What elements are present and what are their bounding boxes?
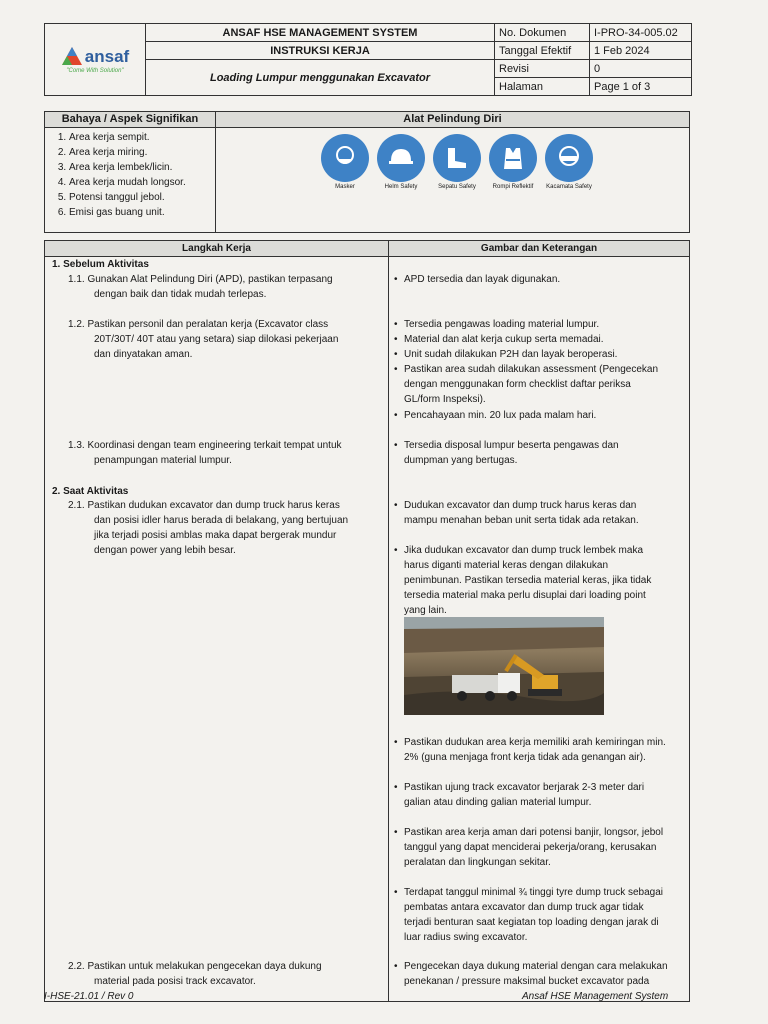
hazard-item: 5. Potensi tanggul jebol. xyxy=(69,190,215,205)
note-4: • Dudukan excavator dan dump truck harus keras dan xyxy=(404,498,636,513)
hazard-item: 2. Area kerja miring. xyxy=(69,145,215,160)
meta-label-2: Revisi xyxy=(495,60,590,78)
logo-text: ansaf xyxy=(84,46,130,66)
note-2d-cont: dengan menggunakan form checklist daftar periksa xyxy=(404,379,631,390)
hazard-title: Bahaya / Aspek Signifikan xyxy=(45,112,215,128)
ppe-label: Helm Safety xyxy=(384,184,418,190)
footer-system-name: Ansaf HSE Management System xyxy=(522,991,669,1002)
helmet-icon xyxy=(377,134,425,182)
hazard-section xyxy=(44,111,216,233)
note-7: • Pastikan ujung track excavator berjarak 2-3 meter dari xyxy=(404,780,644,795)
ppe-title: Alat Pelindung Diri xyxy=(216,112,689,128)
note-5-cont2: penimbunan. Pastikan tersedia material keras, jika tidak xyxy=(404,575,652,586)
note-3: • Tersedia disposal lumpur beserta pengawas dan xyxy=(404,438,619,453)
note-10: • Pengecekan daya dukung material dengan cara melakukan xyxy=(404,959,668,974)
note-2c: • Unit sudah dilakukan P2H dan layak beroperasi. xyxy=(404,347,617,362)
note-7-cont: galian atau dinding galian material lumpur. xyxy=(404,797,592,808)
document-header xyxy=(44,23,692,96)
boot-icon xyxy=(433,134,481,182)
mask-icon xyxy=(321,134,369,182)
step-1-2-cont2: dan dinyatakan aman. xyxy=(94,349,193,360)
step-2-1-cont: dan posisi idler harus berada di belakang, yang bertujuan xyxy=(94,515,349,526)
step-2-1-cont2: jika terjadi posisi amblas maka dapat bergerak mundur xyxy=(94,530,337,541)
note-4-cont: mampu menahan beban unit serta tidak ada retakan. xyxy=(404,515,639,526)
step-2-1-cont3: dengan power yang lebih besar. xyxy=(94,545,236,556)
footer-doc-code: I-HSE-21.01 / Rev 0 xyxy=(44,991,134,1002)
doc-type: INSTRUKSI KERJA xyxy=(146,42,495,60)
step-1-2-cont: 20T/30T/ 40T atau yang setara) siap dilokasi pekerjaan xyxy=(94,334,339,345)
ppe-label: Sepatu Safety xyxy=(438,184,476,190)
ppe-item-goggles xyxy=(544,134,594,190)
note-3-cont: dumpman yang bertugas. xyxy=(404,455,518,466)
meta-value-1: 1 Feb 2024 xyxy=(590,42,692,60)
section-1-title: 1. Sebelum Aktivitas xyxy=(52,259,149,270)
company-logo xyxy=(45,24,146,96)
step-1-2: 1.2. Pastikan personil dan peralatan kerja (Excavator class xyxy=(68,319,329,330)
note-9-cont: pembatas antara excavator dan dump truck agar tidak xyxy=(404,902,644,913)
ppe-label: Masker xyxy=(335,184,355,190)
ppe-item-boots xyxy=(432,134,482,190)
section-2-title: 2. Saat Aktivitas xyxy=(52,486,129,497)
meta-value-3: Page 1 of 3 xyxy=(590,78,692,96)
ppe-item-helmet xyxy=(376,134,426,190)
system-title: ANSAF HSE MANAGEMENT SYSTEM xyxy=(146,24,495,42)
note-6: • Pastikan dudukan area kerja memiliki arah kemiringan min. xyxy=(404,735,666,750)
step-2-2: 2.2. Pastikan untuk melakukan pengecekan daya dukung xyxy=(68,961,322,972)
meta-label-3: Halaman xyxy=(495,78,590,96)
goggles-icon xyxy=(545,134,593,182)
column-divider xyxy=(388,241,389,1001)
excavator-loading-photo xyxy=(404,617,604,715)
ppe-section xyxy=(215,111,690,233)
note-8-cont2: peralatan dan lingkungan sekitar. xyxy=(404,857,551,868)
hazard-item: 4. Area kerja mudah longsor. xyxy=(69,175,215,190)
step-2-2-cont: material pada posisi track excavator. xyxy=(94,976,256,987)
note-2d-cont2: GL/form Inspeksi). xyxy=(404,394,486,405)
doc-title: Loading Lumpur menggunakan Excavator xyxy=(146,60,495,96)
ppe-item-vest xyxy=(488,134,538,190)
note-5-cont4: yang lain. xyxy=(404,605,447,616)
ppe-item-mask xyxy=(320,134,370,190)
note-10-cont: penekanan / pressure maksimal bucket excavator pada xyxy=(404,976,650,987)
note-2d: • Pastikan area sudah dilakukan assessment (Pengecekan xyxy=(404,362,658,377)
note-2b: • Material dan alat kerja cukup serta memadai. xyxy=(404,332,604,347)
step-1-1-cont: dengan baik dan tidak mudah terlepas. xyxy=(94,289,267,300)
note-2e: • Pencahayaan min. 20 lux pada malam hari. xyxy=(404,408,596,423)
hazard-item: 6. Emisi gas buang unit. xyxy=(69,205,215,220)
note-5-cont3: tersedia material maka perlu disuplai dari loading point xyxy=(404,590,646,601)
note-9-cont2: terjadi benturan saat kegiatan top loading dengan jarak di xyxy=(404,917,659,928)
meta-label-0: No. Dokumen xyxy=(495,24,590,42)
hazard-item: 1. Area kerja sempit. xyxy=(69,130,215,145)
note-5-cont: harus diganti material keras dengan dilakukan xyxy=(404,560,609,571)
ansaf-logo-icon xyxy=(61,46,83,68)
note-8: • Pastikan area kerja aman dari potensi banjir, longsor, jebol xyxy=(404,825,663,840)
vest-icon xyxy=(489,134,537,182)
note-9: • Terdapat tanggul minimal ¾ tinggi tyre dump truck sebagai xyxy=(404,885,663,900)
meta-label-1: Tanggal Efektif xyxy=(495,42,590,60)
ppe-label: Rompi Reflektif xyxy=(492,184,534,190)
note-5: • Jika dudukan excavator dan dump truck lembek maka xyxy=(404,543,643,558)
note-9-cont3: luar radius swing excavator. xyxy=(404,932,528,943)
hazard-item: 3. Area kerja lembek/licin. xyxy=(69,160,215,175)
step-1-1: 1.1. Gunakan Alat Pelindung Diri (APD), pastikan terpasang xyxy=(68,274,333,285)
note-8-cont: tanggul yang dapat menciderai pekerja/orang, kerusakan xyxy=(404,842,657,853)
hazard-list xyxy=(45,130,215,220)
note-1: • APD tersedia dan layak digunakan. xyxy=(404,272,560,287)
meta-value-2: 0 xyxy=(590,60,692,78)
note-2a: • Tersedia pengawas loading material lumpur. xyxy=(404,317,599,332)
step-1-3-cont: penampungan material lumpur. xyxy=(94,455,232,466)
meta-value-0: I-PRO-34-005.02 xyxy=(590,24,692,42)
ppe-icons xyxy=(216,128,689,190)
col-header-steps: Langkah Kerja xyxy=(45,241,388,257)
logo-tagline: "Come With Solution" xyxy=(66,67,124,74)
note-6-cont: 2% (guna menjaga front kerja tidak ada genangan air). xyxy=(404,752,646,763)
step-2-1: 2.1. Pastikan dudukan excavator dan dump truck harus keras xyxy=(68,500,340,511)
col-header-notes: Gambar dan Keterangan xyxy=(389,241,689,257)
ppe-label: Kacamata Safety xyxy=(546,184,592,190)
step-1-3: 1.3. Koordinasi dengan team engineering terkait tempat untuk xyxy=(68,440,342,451)
